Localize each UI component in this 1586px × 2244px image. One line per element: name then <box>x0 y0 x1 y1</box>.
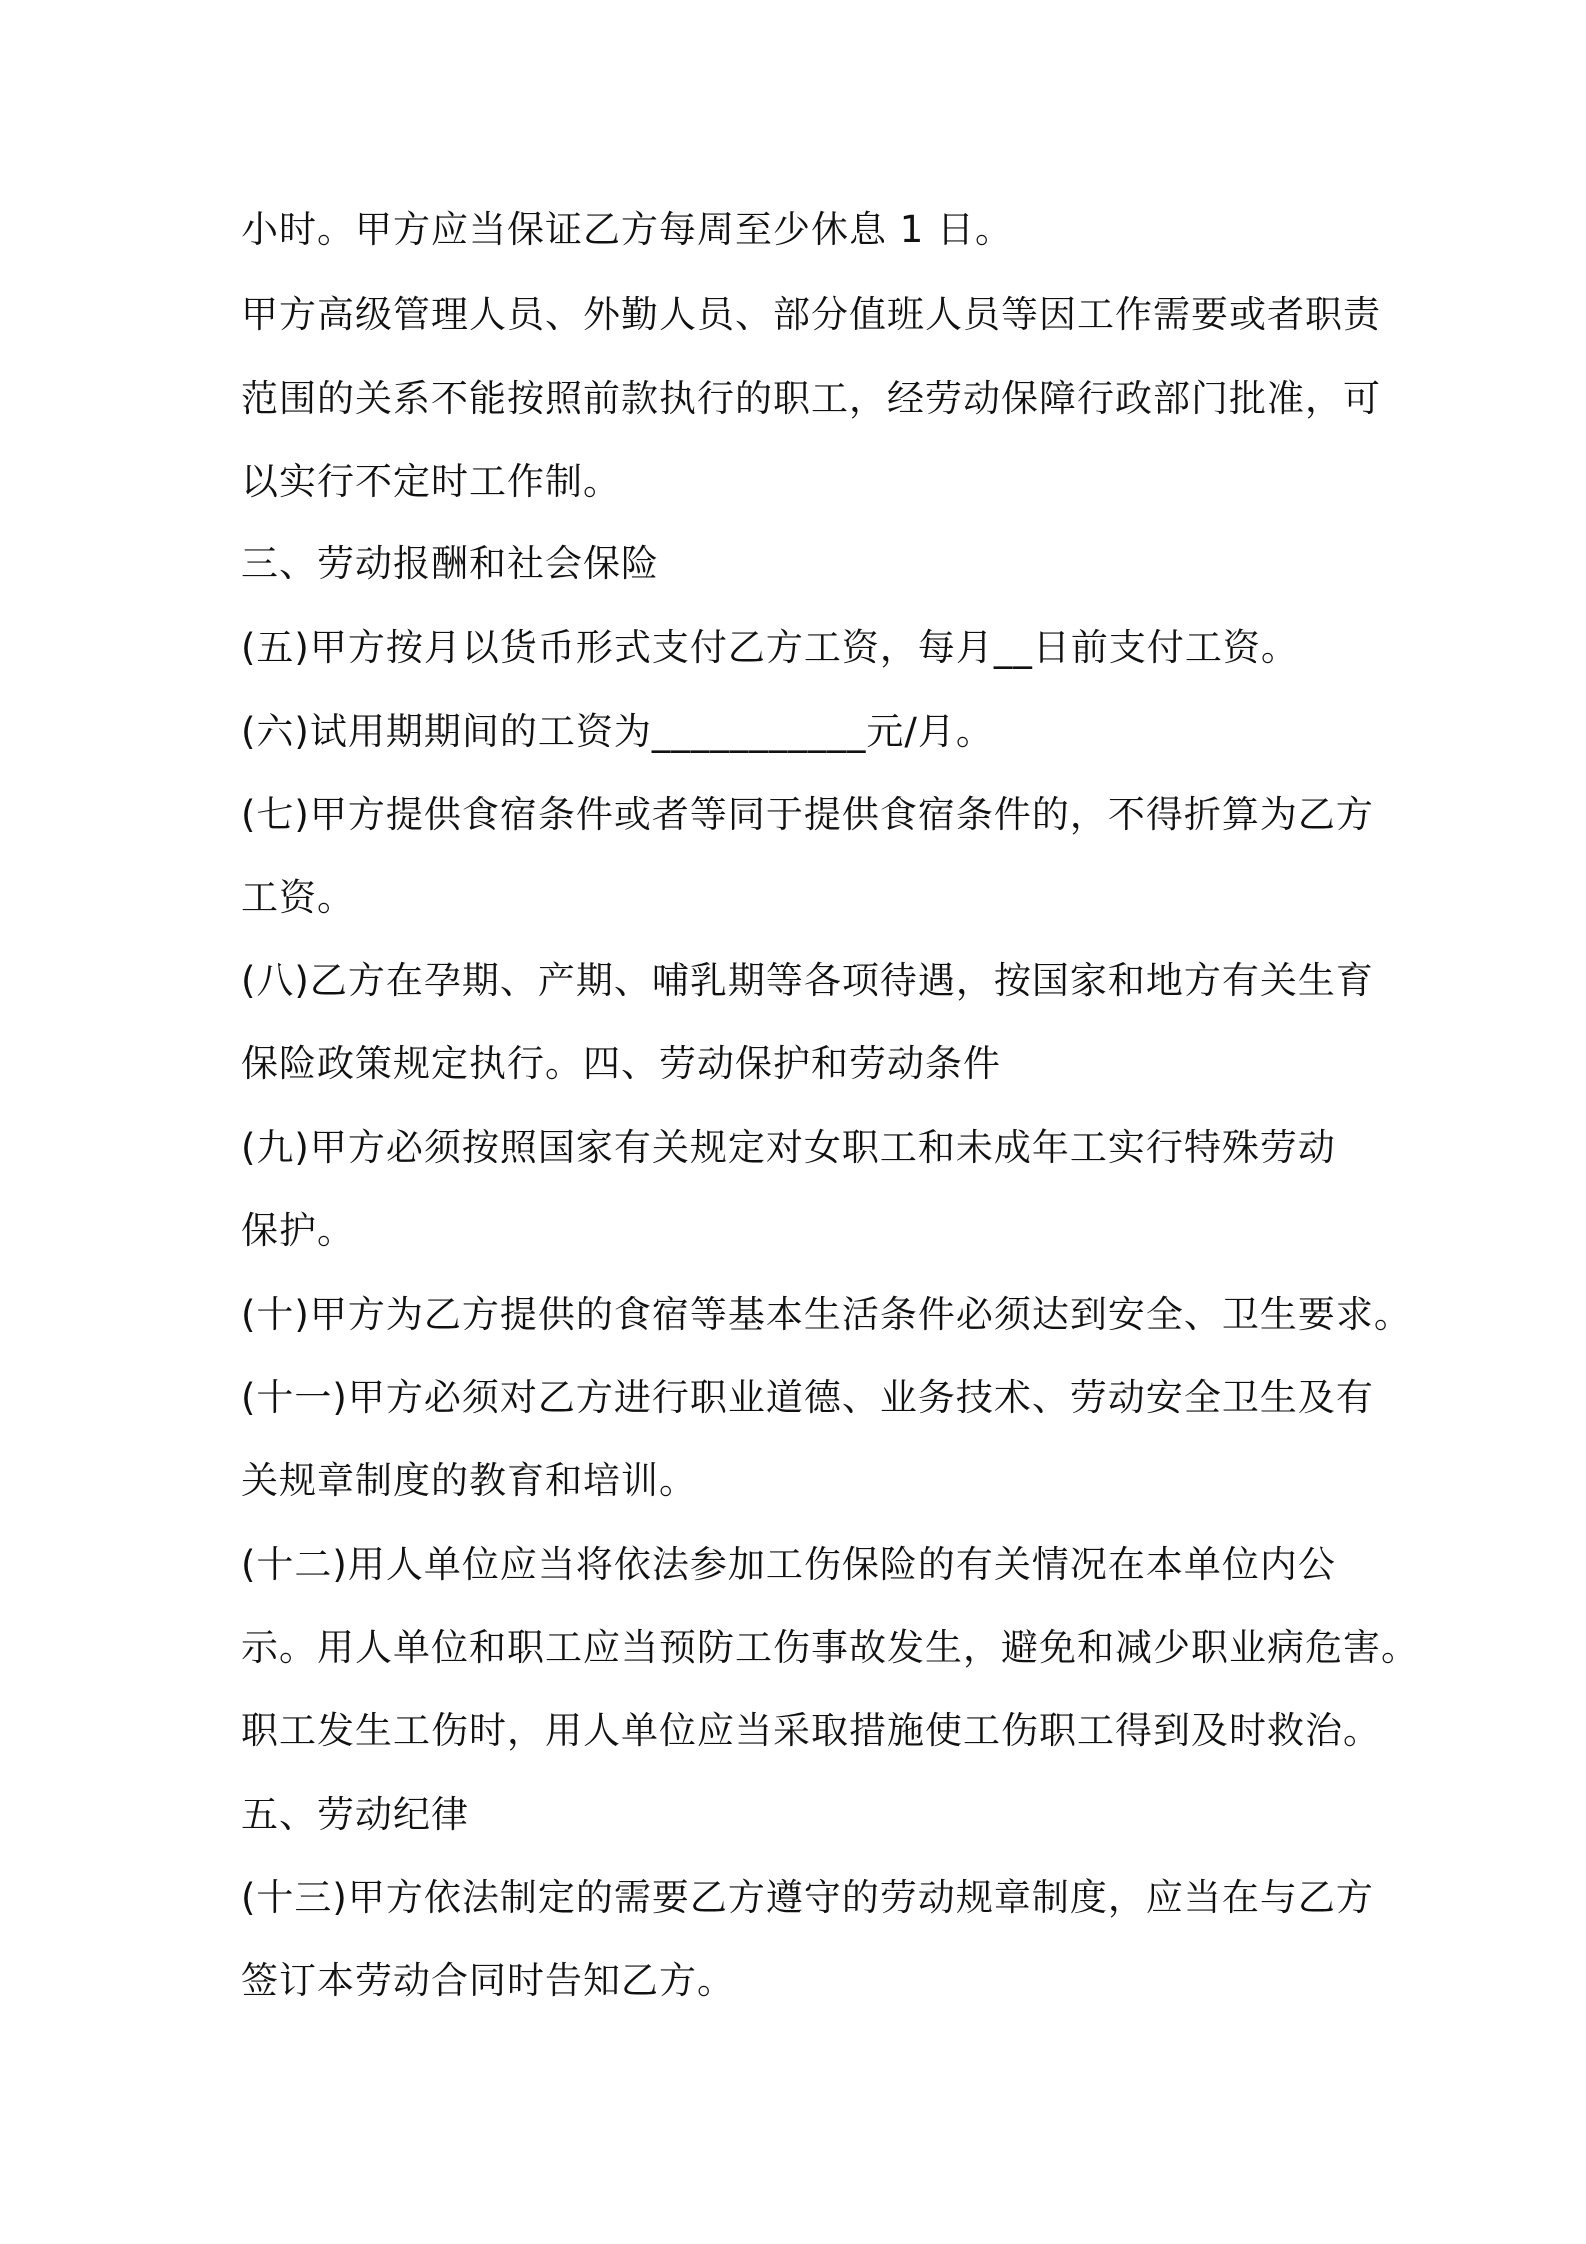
clause-10: (十)甲方为乙方提供的食宿等基本生活条件必须达到安全、卫生要求。 <box>241 1293 1412 1336</box>
section-heading-5: 五、劳动纪律 <box>241 1793 469 1836</box>
clause-7-cont: 工资。 <box>241 876 355 919</box>
clause-12-cont-2: 职工发生工伤时，用人单位应当采取措施使工伤职工得到及时救治。 <box>241 1709 1381 1752</box>
clause-9: (九)甲方必须按照国家有关规定对女职工和未成年工实行特殊劳动 <box>241 1126 1336 1169</box>
clause-7: (七)甲方提供食宿条件或者等同于提供食宿条件的，不得折算为乙方 <box>241 793 1374 836</box>
clause-6: (六)试用期期间的工资为___________元/月。 <box>241 710 994 753</box>
text-line-3: 范围的关系不能按照前款执行的职工，经劳动保障行政部门批准，可 <box>241 377 1381 420</box>
clause-13: (十三)甲方依法制定的需要乙方遵守的劳动规章制度，应当在与乙方 <box>241 1876 1374 1919</box>
clause-8-cont: 保险政策规定执行。四、劳动保护和劳动条件 <box>241 1042 1001 1085</box>
clause-11-cont: 关规章制度的教育和培训。 <box>241 1459 697 1502</box>
clause-5: (五)甲方按月以货币形式支付乙方工资，每月__日前支付工资。 <box>241 626 1299 669</box>
clause-8: (八)乙方在孕期、产期、哺乳期等各项待遇，按国家和地方有关生育 <box>241 959 1374 1002</box>
clause-12-cont-1: 示。用人单位和职工应当预防工伤事故发生，避免和减少职业病危害。 <box>241 1626 1419 1669</box>
text-line-2: 甲方高级管理人员、外勤人员、部分值班人员等因工作需要或者职责 <box>241 293 1381 336</box>
clause-11: (十一)甲方必须对乙方进行职业道德、业务技术、劳动安全卫生及有 <box>241 1376 1374 1419</box>
clause-9-cont: 保护。 <box>241 1209 355 1252</box>
clause-13-cont: 签订本劳动合同时告知乙方。 <box>241 1959 735 2002</box>
text-line-4: 以实行不定时工作制。 <box>241 460 621 503</box>
section-heading-3: 三、劳动报酬和社会保险 <box>241 542 659 585</box>
clause-12: (十二)用人单位应当将依法参加工伤保险的有关情况在本单位内公 <box>241 1543 1336 1586</box>
text-line-1: 小时。甲方应当保证乙方每周至少休息 1 日。 <box>241 208 1014 251</box>
